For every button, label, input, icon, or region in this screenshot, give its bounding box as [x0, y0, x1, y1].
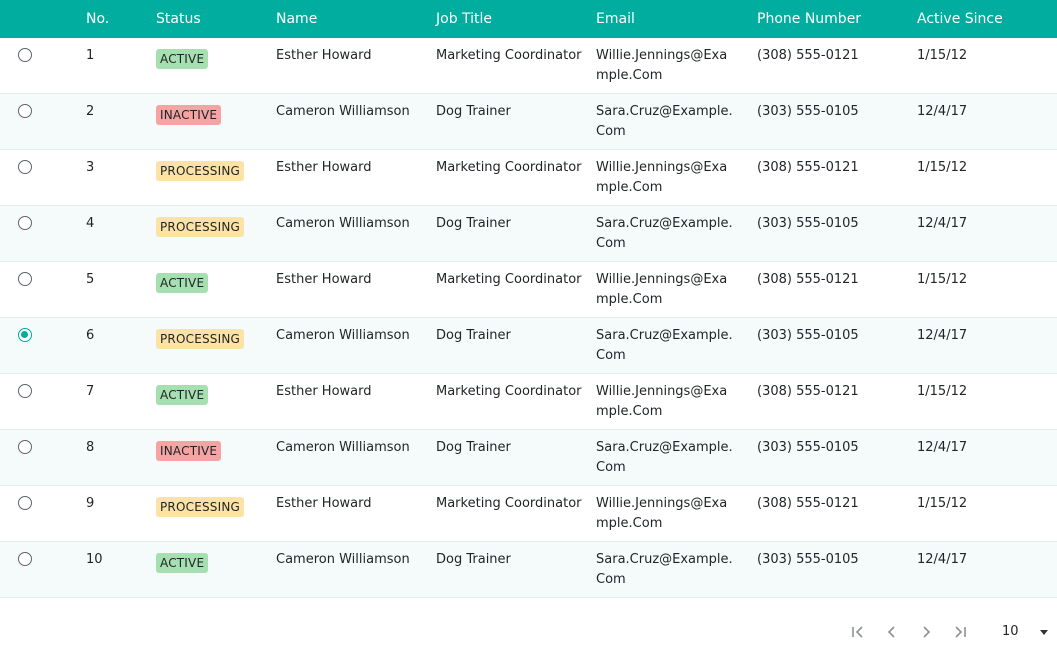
row-radio-button[interactable] — [18, 384, 32, 398]
cell-email — [596, 150, 757, 198]
cell-no: 2 — [86, 104, 95, 119]
cell-job-title: Marketing Coordinator — [436, 272, 582, 287]
cell-email — [596, 318, 757, 366]
table-row[interactable] — [0, 38, 1057, 94]
cell-name: Cameron Williamson — [276, 216, 410, 231]
table-row[interactable] — [0, 486, 1057, 542]
table-row[interactable] — [0, 206, 1057, 262]
row-select-cell — [0, 150, 70, 174]
cell-status — [156, 94, 276, 126]
cell-active-since: 12/4/17 — [917, 440, 968, 455]
column-header-active-since[interactable]: Active Since — [917, 11, 1003, 27]
cell-phone: (308) 555-0121 — [757, 48, 859, 63]
cell-phone: (308) 555-0121 — [757, 496, 859, 511]
status-badge: ACTIVE — [156, 273, 208, 293]
cell-status — [156, 150, 276, 182]
email-text: Sara.Cruz@Example.Com — [596, 104, 733, 139]
cell-no: 9 — [86, 496, 95, 511]
status-badge: INACTIVE — [156, 441, 221, 461]
row-select-cell — [0, 94, 70, 118]
cell-job-title: Dog Trainer — [436, 104, 511, 119]
row-radio-button[interactable] — [18, 104, 32, 118]
cell-job-title: Dog Trainer — [436, 552, 511, 567]
row-select-cell — [0, 374, 70, 398]
cell-active-since: 1/15/12 — [917, 496, 968, 511]
column-header-phone[interactable]: Phone Number — [757, 11, 862, 27]
prev-page-icon[interactable] — [882, 622, 902, 642]
row-select-cell — [0, 318, 70, 342]
email-text: Sara.Cruz@Example.Com — [596, 328, 733, 363]
row-select-cell — [0, 542, 70, 566]
table-row[interactable] — [0, 542, 1057, 598]
cell-status — [156, 430, 276, 462]
email-text: Willie.Jennings@Example.Com — [596, 272, 728, 307]
cell-active-since: 12/4/17 — [917, 552, 968, 567]
status-badge: ACTIVE — [156, 49, 208, 69]
email-text: Sara.Cruz@Example.Com — [596, 552, 733, 587]
cell-status — [156, 318, 276, 350]
cell-name: Cameron Williamson — [276, 440, 410, 455]
cell-active-since: 12/4/17 — [917, 216, 968, 231]
cell-job-title: Dog Trainer — [436, 216, 511, 231]
status-badge: INACTIVE — [156, 105, 221, 125]
cell-phone: (303) 555-0105 — [757, 328, 859, 343]
table-row[interactable] — [0, 150, 1057, 206]
cell-email — [596, 430, 757, 478]
status-badge: PROCESSING — [156, 497, 244, 517]
cell-email — [596, 94, 757, 142]
email-text: Willie.Jennings@Example.Com — [596, 384, 728, 419]
row-radio-button[interactable] — [18, 552, 32, 566]
cell-name: Esther Howard — [276, 384, 372, 399]
cell-job-title: Marketing Coordinator — [436, 384, 582, 399]
email-text: Sara.Cruz@Example.Com — [596, 216, 733, 251]
cell-phone: (303) 555-0105 — [757, 216, 859, 231]
cell-email — [596, 374, 757, 422]
table-row[interactable] — [0, 318, 1057, 374]
table-row[interactable] — [0, 430, 1057, 486]
cell-name: Cameron Williamson — [276, 328, 410, 343]
cell-active-since: 1/15/12 — [917, 384, 968, 399]
cell-email — [596, 262, 757, 310]
status-badge: PROCESSING — [156, 161, 244, 181]
cell-no: 8 — [86, 440, 95, 455]
row-radio-button[interactable] — [18, 48, 32, 62]
cell-no: 1 — [86, 48, 95, 63]
row-select-cell — [0, 206, 70, 230]
cell-active-since: 1/15/12 — [917, 272, 968, 287]
cell-email — [596, 38, 757, 86]
cell-status — [156, 542, 276, 574]
cell-job-title: Dog Trainer — [436, 328, 511, 343]
email-text: Willie.Jennings@Example.Com — [596, 496, 728, 531]
email-text: Willie.Jennings@Example.Com — [596, 48, 728, 83]
cell-no: 7 — [86, 384, 95, 399]
table-row[interactable] — [0, 374, 1057, 430]
row-radio-button[interactable] — [18, 160, 32, 174]
cell-active-since: 12/4/17 — [917, 104, 968, 119]
cell-name: Cameron Williamson — [276, 104, 410, 119]
last-page-icon[interactable] — [950, 622, 970, 642]
cell-name: Esther Howard — [276, 496, 372, 511]
status-badge: ACTIVE — [156, 385, 208, 405]
row-select-cell — [0, 38, 70, 62]
row-select-cell — [0, 430, 70, 454]
cell-status — [156, 38, 276, 70]
email-text: Sara.Cruz@Example.Com — [596, 440, 733, 475]
cell-status — [156, 374, 276, 406]
column-header-status[interactable]: Status — [156, 11, 201, 27]
page-size-value: 10 — [1002, 624, 1019, 639]
cell-no: 6 — [86, 328, 95, 343]
cell-name: Cameron Williamson — [276, 552, 410, 567]
status-badge: PROCESSING — [156, 329, 244, 349]
cell-status — [156, 206, 276, 238]
cell-no: 4 — [86, 216, 95, 231]
cell-active-since: 1/15/12 — [917, 160, 968, 175]
cell-name: Esther Howard — [276, 160, 372, 175]
row-radio-button[interactable] — [18, 328, 32, 342]
column-header-job-title[interactable]: Job Title — [436, 11, 493, 27]
cell-name: Esther Howard — [276, 48, 372, 63]
cell-no: 3 — [86, 160, 95, 175]
cell-phone: (303) 555-0105 — [757, 552, 859, 567]
status-badge: ACTIVE — [156, 553, 208, 573]
table-body — [0, 38, 1057, 598]
row-select-cell — [0, 486, 70, 510]
page-size-select[interactable] — [992, 620, 1054, 644]
first-page-icon[interactable] — [848, 622, 868, 642]
table-header — [0, 0, 1057, 38]
cell-email — [596, 542, 757, 590]
table-row[interactable] — [0, 262, 1057, 318]
cell-phone: (308) 555-0121 — [757, 160, 859, 175]
email-text: Willie.Jennings@Example.Com — [596, 160, 728, 195]
cell-phone: (303) 555-0105 — [757, 104, 859, 119]
row-radio-button[interactable] — [18, 216, 32, 230]
row-select-cell — [0, 262, 70, 286]
row-radio-button[interactable] — [18, 272, 32, 286]
table-row[interactable] — [0, 94, 1057, 150]
cell-name: Esther Howard — [276, 272, 372, 287]
row-radio-button[interactable] — [18, 496, 32, 510]
cell-job-title: Marketing Coordinator — [436, 496, 582, 511]
row-radio-button[interactable] — [18, 440, 32, 454]
cell-phone: (308) 555-0121 — [757, 384, 859, 399]
pagination-bar — [0, 614, 1057, 650]
cell-no: 5 — [86, 272, 95, 287]
chevron-down-icon — [1040, 630, 1048, 635]
next-page-icon[interactable] — [916, 622, 936, 642]
cell-no: 10 — [86, 552, 103, 567]
cell-job-title: Marketing Coordinator — [436, 160, 582, 175]
column-header-no[interactable]: No. — [86, 11, 110, 27]
cell-job-title: Marketing Coordinator — [436, 48, 582, 63]
column-header-name[interactable]: Name — [276, 11, 318, 27]
cell-email — [596, 206, 757, 254]
column-header-email[interactable]: Email — [596, 11, 635, 27]
cell-active-since: 12/4/17 — [917, 328, 968, 343]
cell-active-since: 1/15/12 — [917, 48, 968, 63]
cell-status — [156, 486, 276, 518]
cell-phone: (308) 555-0121 — [757, 272, 859, 287]
cell-job-title: Dog Trainer — [436, 440, 511, 455]
cell-phone: (303) 555-0105 — [757, 440, 859, 455]
cell-status — [156, 262, 276, 294]
cell-email — [596, 486, 757, 534]
status-badge: PROCESSING — [156, 217, 244, 237]
